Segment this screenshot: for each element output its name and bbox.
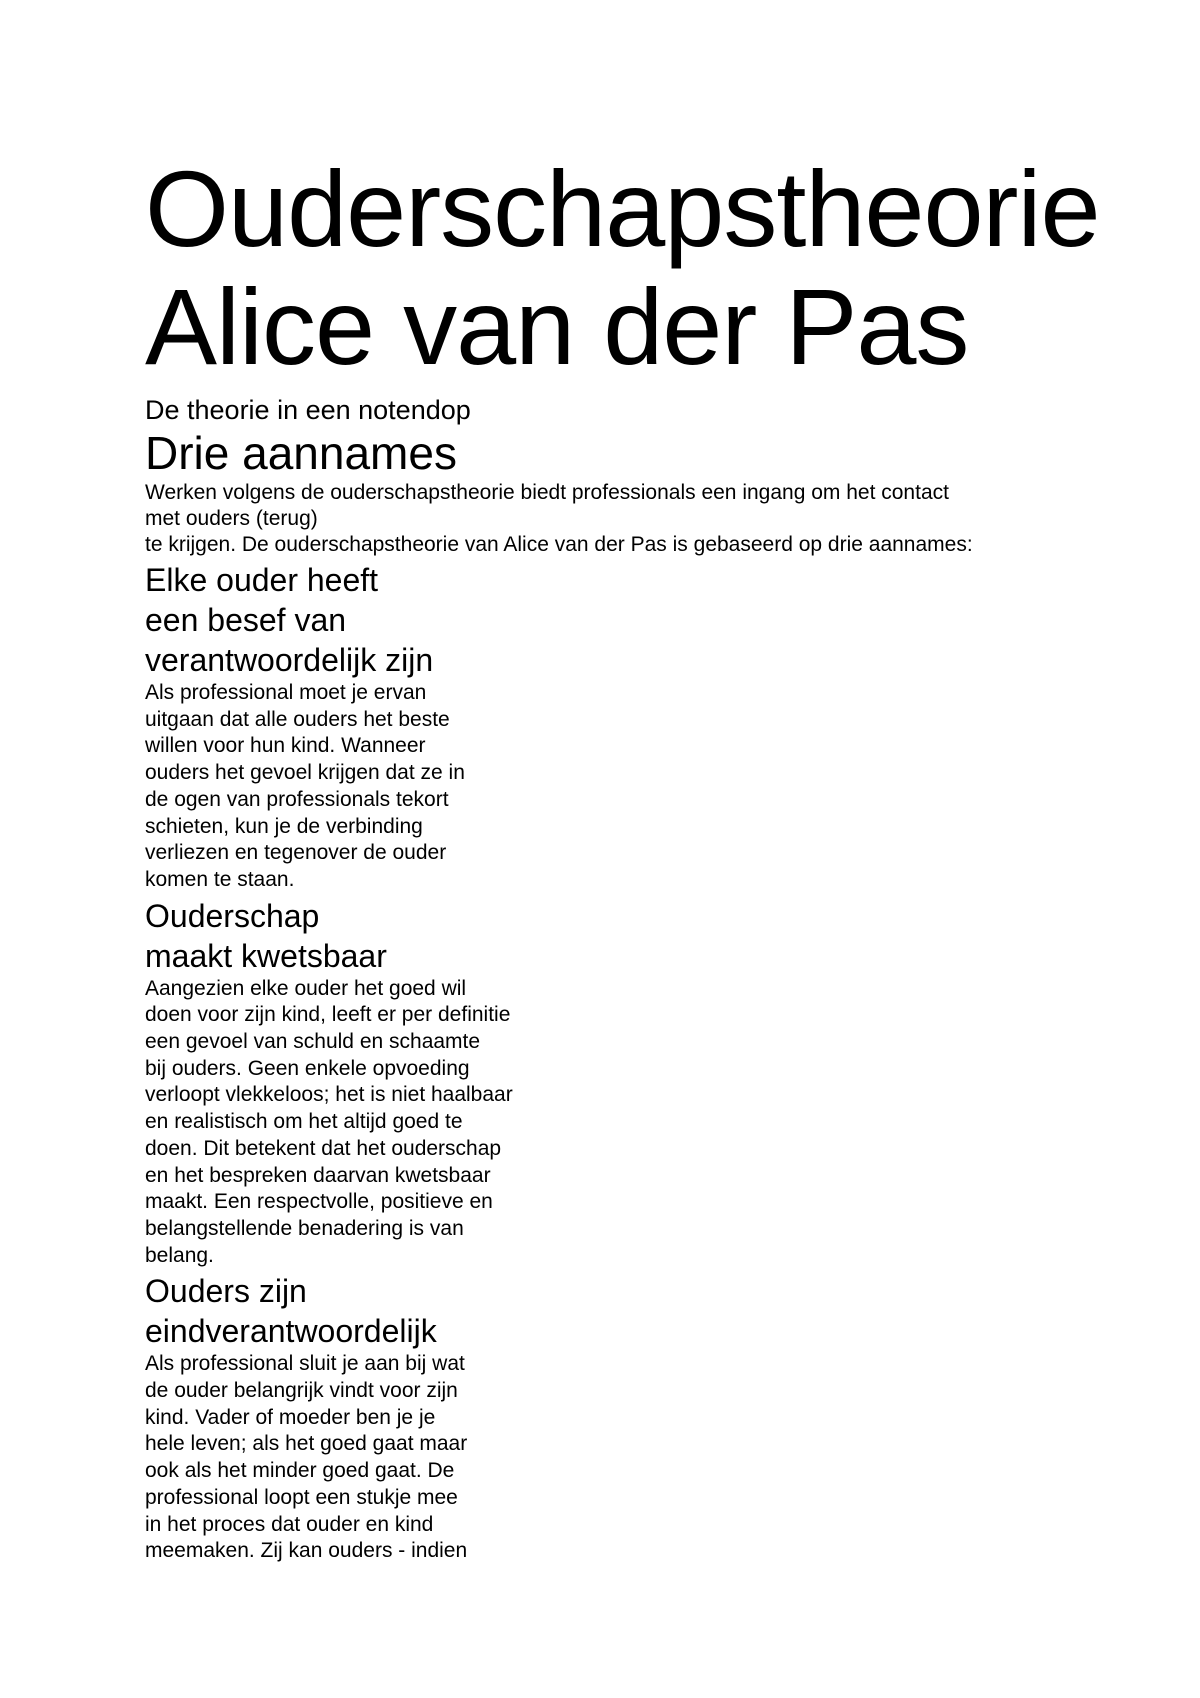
text-line: doen. Dit betekent dat het ouderschap — [145, 1136, 502, 1160]
text-line: uitgaan dat alle ouders het beste — [145, 707, 450, 731]
text-line: bij ouders. Geen enkele opvoeding — [145, 1056, 470, 1080]
heading-line: Ouderschap — [145, 897, 320, 934]
assumption-heading-2 — [145, 896, 1075, 976]
text-line: komen te staan. — [145, 867, 295, 891]
assumption-heading-1 — [145, 560, 1075, 680]
text-line: en realistisch om het altijd goed te — [145, 1110, 463, 1134]
text-line: meemaken. Zij kan ouders - indien — [145, 1539, 468, 1563]
text-line: ook als het minder goed gaat. De — [145, 1459, 455, 1483]
text-line: schieten, kun je de verbinding — [145, 814, 423, 838]
text-line: te krijgen. De ouderschapstheorie van Alice van der Pas is gebaseerd op drie aannames: — [145, 533, 973, 556]
text-line: Werken volgens de ouderschapstheorie biedt professionals een ingang om het contact — [145, 481, 949, 504]
text-line: een gevoel van schuld en schaamte — [145, 1030, 481, 1054]
text-line: de ogen van professionals tekort — [145, 787, 449, 811]
assumption-body-3 — [145, 1351, 1075, 1565]
text-line: en het bespreken daarvan kwetsbaar — [145, 1163, 491, 1187]
text-line: ouders het gevoel krijgen dat ze in — [145, 761, 465, 785]
text-line: Aangezien elke ouder het goed wil — [145, 976, 467, 1000]
text-line: belang. — [145, 1243, 214, 1267]
text-line: doen voor zijn kind, leeft er per definitie — [145, 1003, 511, 1027]
text-line: Als professional sluit je aan bij wat — [145, 1352, 465, 1376]
text-line: hele leven; als het goed gaat maar — [145, 1432, 468, 1456]
intro-paragraph — [145, 480, 1075, 558]
text-line: maakt. Een respectvolle, positieve en — [145, 1190, 493, 1214]
assumption-heading-3 — [145, 1271, 1075, 1351]
text-line: kind. Vader of moeder ben je je — [145, 1405, 436, 1429]
section-heading: Drie aannames — [145, 427, 457, 479]
heading-line: eindverantwoordelijk — [145, 1313, 437, 1350]
text-line: met ouders (terug) — [145, 507, 318, 530]
text-line: belangstellende benadering is van — [145, 1216, 464, 1240]
text-line: willen voor hun kind. Wanneer — [145, 734, 426, 758]
text-line: professional loopt een stukje mee — [145, 1485, 458, 1509]
text-line: in het proces dat ouder en kind — [145, 1512, 434, 1536]
text-line: de ouder belangrijk vindt voor zijn — [145, 1379, 458, 1403]
document-page — [145, 148, 1100, 1565]
assumption-body-2 — [145, 976, 1075, 1270]
title-line: Ouderschapstheorie — [145, 148, 1100, 269]
subtitle: De theorie in een notendop — [145, 395, 471, 425]
heading-line: Elke ouder heeft — [145, 562, 379, 598]
title-line: Alice van der Pas — [145, 266, 969, 387]
heading-line: Ouders zijn — [145, 1273, 307, 1310]
heading-line: maakt kwetsbaar — [145, 937, 387, 974]
text-line: verliezen en tegenover de ouder — [145, 841, 447, 865]
assumption-body-1 — [145, 680, 1075, 894]
text-line: Als professional moet je ervan — [145, 681, 427, 704]
document-title — [145, 148, 1100, 387]
heading-line: een besef van — [145, 602, 347, 638]
text-line: verloopt vlekkeloos; het is niet haalbaar — [145, 1083, 513, 1107]
heading-line: verantwoordelijk zijn — [145, 642, 434, 678]
